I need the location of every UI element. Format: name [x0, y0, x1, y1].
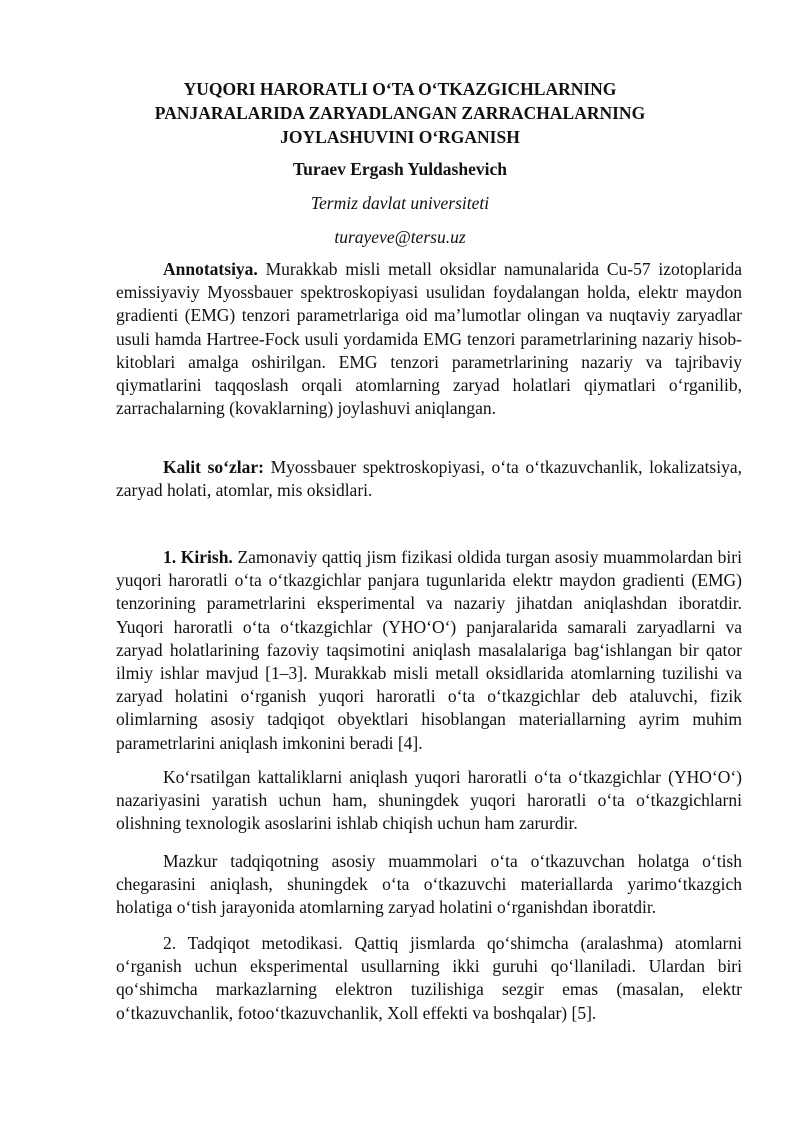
keywords-label: Kalit so‘zlar: [163, 457, 264, 477]
keywords-paragraph [116, 456, 742, 502]
paper-title [100, 77, 700, 149]
keywords-text: Myossbauer spektroskopiyasi, o‘ta o‘tkazuvchanlik, lokalizatsiya, zaryad holati, atomlar, mis oksidlari. [116, 457, 742, 501]
intro-paragraph [116, 546, 742, 755]
abstract-text: Murakkab misli metall oksidlar namunalarida Cu-57 izotoplarida emissiyaviy Myossbauer spektroskopiyasi usulidan foydalangan holda, elektr maydon gradienti (EMG) tenzori parametrlariga oid ma’lumotlar olingan va nuqtaviy zaryadlar usuli hamda Hartree-Fock usuli yordamida EMG tenzori parametrlarining nazariy hisob-kitoblari amalga oshirilgan. EMG tenzori parametrlarining nazariy va tajribaviy qiymatlarini taqqoslash orqali atomlarning zaryad holatlari qiymatlari o‘rganilib, zarrachalarning (kovaklarning) joylashuvi aniqlangan. [116, 259, 742, 419]
title-line-3: JOYLASHUVINI O‘RGANISH [280, 127, 520, 147]
method-paragraph: 2. Tadqiqot metodikasi. Qattiq jismlarda qo‘shimcha (aralashma) atomlarni o‘rganish uchun eksperimental usullarning ikki guruhi qo‘llaniladi. Ulardan biri qo‘shimcha markazlarning elektron tuzilishiga sezgir emas (masalan, elektr o‘tkazuvchanlik, fotoo‘tkazuvchanlik, Xoll effekti va boshqalar) [5]. [116, 933, 742, 1023]
intro-heading: 1. Kirish. [163, 547, 233, 567]
intro-text: Zamonaviy qattiq jism fizikasi oldida turgan asosiy muammolardan biri yuqori haroratli o‘ta o‘tkazgichlar panjara tugunlarida elektr maydon gradienti (EMG) tenzorining parametrlarini eksperimental va nazariy jihatdan aniqlashdan iboratdir. Yuqori haroratli o‘ta o‘tkazgichlar (YHO‘O‘) panjaralarida samarali zaryadlarni va zaryad holatlarining fazoviy taqsimotini aniqlash masalalariga bag‘ishlangan bir qator ilmiy ishlar mavjud [1–3]. Murakkab misli metall oksidlarida atomlarning tuzilishi va zaryad holatini o‘rganish yuqori haroratli o‘ta o‘tkazgichlar deb ataluvchi, fizik olimlarning asosiy tadqiqot obyektlari hisoblangan materiallarning ayrim muhim parametrlarini aniqlash imkonini beradi [4]. [116, 547, 742, 753]
author-affiliation: Termiz davlat universiteti [310, 193, 490, 213]
author-name: Turaev Ergash Yuldashevich [293, 159, 507, 179]
title-line-1: YUQORI HARORАTLI O‘TA O‘TKAZGICHLARNING [183, 79, 617, 99]
abstract-paragraph [116, 258, 742, 420]
intro-paragraph-2: Ko‘rsatilgan kattaliklarni aniqlash yuqori haroratli o‘ta o‘tkazgichlar (YHO‘O‘) nazariyasini yaratish uchun ham, shuningdek yuqori haroratli o‘ta o‘tkazgichlarni olishning texnologik asoslarini ishlab chiqish uchun ham zarurdir. [116, 767, 742, 834]
abstract-label: Annotatsiya. [163, 259, 258, 279]
title-line-2: PANJARALARIDA ZARYADLANGAN ZARRACHALARNING [154, 103, 646, 123]
author-email: turayeve@tersu.uz [334, 227, 466, 247]
intro-paragraph-3: Mazkur tadqiqotning asosiy muammolari o‘ta o‘tkazuvchan holatga o‘tish chegarasini aniqlash, shuningdek o‘ta o‘tkazuvchi materiallarda yarimo‘tkazgich holatiga o‘tish jarayonida atomlarning zaryad holatini o‘rganishdan iboratdir. [116, 851, 742, 918]
